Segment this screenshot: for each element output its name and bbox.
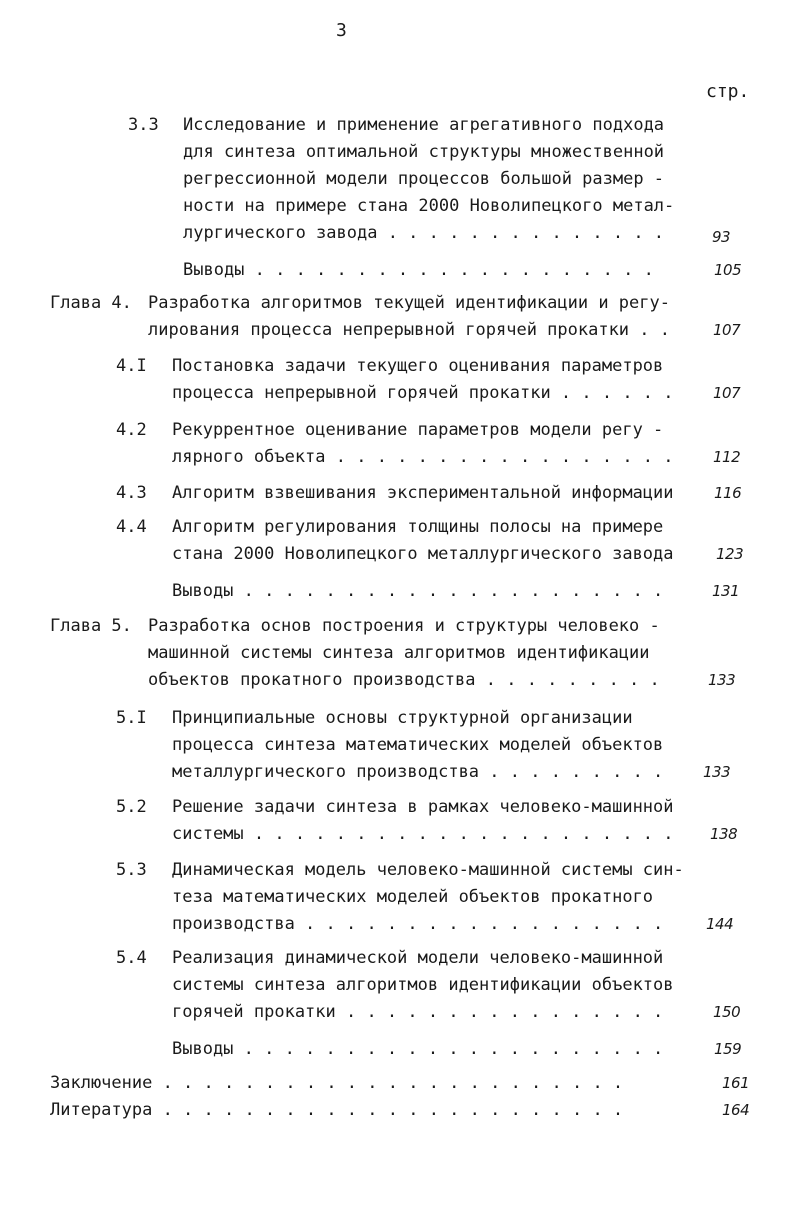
section-title-line: регрессионной модели процессов большой размер - — [183, 169, 665, 189]
section-title-line: Принципиальные основы структурной организации — [172, 708, 633, 728]
section-title-line: для синтеза оптимальной структуры множественной — [183, 142, 665, 162]
toc-entry-3-3 — [0, 112, 795, 252]
section-title-line: Решение задачи синтеза в рамках человеко-машинной — [172, 797, 674, 817]
page-ref: 105 — [714, 261, 742, 279]
section-title-line: теза математических моделей объектов прокатного — [172, 887, 654, 907]
section-title-line: Алгоритм регулирования толщины полосы на примере — [172, 517, 664, 537]
section-title-line: лярного объекта . . . . . . . . . . . . . . . . . — [172, 447, 674, 467]
section-number: 4.4 — [116, 517, 147, 537]
page-ref: 144 — [706, 915, 734, 933]
section-title-line: Заключение . . . . . . . . . . . . . . . . . . . . . . . — [50, 1073, 624, 1093]
section-number: 4.3 — [116, 483, 147, 503]
toc-entry-chapter-5 — [0, 613, 795, 697]
toc-entry-4-3 — [0, 480, 795, 507]
section-title-line: производства . . . . . . . . . . . . . . . . . . — [172, 914, 664, 934]
section-title-line: процесса непрерывной горячей прокатки . . . . . . — [172, 383, 674, 403]
toc-entry-4-4 — [0, 514, 795, 570]
section-number: 5.4 — [116, 948, 147, 968]
toc-entry-references — [0, 1097, 795, 1124]
page-ref: 123 — [716, 545, 744, 563]
page-number: 3 — [336, 20, 347, 41]
page-ref: 112 — [713, 448, 741, 466]
toc-entry-conclusions-5 — [0, 1036, 795, 1063]
section-title-line: системы . . . . . . . . . . . . . . . . . . . . . — [172, 824, 674, 844]
page-ref: 93 — [712, 228, 731, 246]
page-ref: 159 — [714, 1040, 742, 1058]
section-title-line: Алгоритм взвешивания экспериментальной информации — [172, 483, 674, 503]
section-number: 4.I — [116, 356, 147, 376]
page-ref: 164 — [722, 1101, 750, 1119]
section-title-line: горячей прокатки . . . . . . . . . . . . . . . . — [172, 1002, 664, 1022]
toc-entry-final-conclusion — [0, 1070, 795, 1097]
chapter-number: Глава 4. — [50, 293, 132, 313]
page-column-label: стр. — [706, 81, 750, 102]
toc-entry-4-2 — [0, 417, 795, 473]
toc-entry-conclusions-3 — [0, 257, 795, 284]
section-title-line: стана 2000 Новолипецкого металлургического завода — [172, 544, 674, 564]
toc-entry-5-1 — [0, 705, 795, 789]
section-number: 5.I — [116, 708, 147, 728]
page-ref: 133 — [703, 763, 731, 781]
page-ref: 107 — [713, 384, 741, 402]
section-title-line: Реализация динамической модели человеко-машинной — [172, 948, 664, 968]
section-title-line: Исследование и применение агрегативного подхода — [183, 115, 665, 135]
section-title-line: Литература . . . . . . . . . . . . . . . . . . . . . . . — [50, 1100, 624, 1120]
section-title-line: ности на примере стана 2000 Новолипецкого метал- — [183, 196, 675, 216]
section-title-line: лирования процесса непрерывной горячей прокатки . . — [148, 320, 670, 340]
page-ref: 131 — [712, 582, 740, 600]
page-ref: 107 — [713, 321, 741, 339]
section-number: 5.3 — [116, 860, 147, 880]
toc-entry-conclusions-4 — [0, 578, 795, 605]
section-title-line: процесса синтеза математических моделей объектов — [172, 735, 664, 755]
toc-entry-5-4 — [0, 945, 795, 1029]
page-ref: 133 — [708, 671, 736, 689]
section-title-line: Рекуррентное оценивание параметров модели регу - — [172, 420, 664, 440]
section-title-line: Выводы . . . . . . . . . . . . . . . . . . . . . — [172, 1039, 664, 1059]
page-ref: 161 — [722, 1074, 750, 1092]
page-ref: 150 — [713, 1003, 741, 1021]
section-number: 5.2 — [116, 797, 147, 817]
section-title-line: Динамическая модель человеко-машинной системы син- — [172, 860, 684, 880]
page-ref: 116 — [714, 484, 742, 502]
section-title-line: металлургического производства . . . . . . . . . — [172, 762, 664, 782]
chapter-number: Глава 5. — [50, 616, 132, 636]
section-title-line: Постановка задачи текущего оценивания параметров — [172, 356, 664, 376]
section-title-line: Выводы . . . . . . . . . . . . . . . . . . . . . — [172, 581, 664, 601]
section-number: 3.3 — [128, 115, 159, 135]
section-title-line: лургического завода . . . . . . . . . . . . . . — [183, 223, 665, 243]
section-title-line: Выводы . . . . . . . . . . . . . . . . . . . . — [183, 260, 654, 280]
toc-entry-5-2 — [0, 794, 795, 850]
toc-entry-5-3 — [0, 857, 795, 941]
page-ref: 138 — [710, 825, 738, 843]
section-title-line: системы синтеза алгоритмов идентификации объектов — [172, 975, 674, 995]
section-title-line: Разработка основ построения и структуры человеко - — [148, 616, 660, 636]
toc-entry-chapter-4 — [0, 290, 795, 346]
section-number: 4.2 — [116, 420, 147, 440]
section-title-line: объектов прокатного производства . . . . . . . . . — [148, 670, 660, 690]
section-title-line: машинной системы синтеза алгоритмов идентификации — [148, 643, 650, 663]
toc-entry-4-1 — [0, 353, 795, 409]
section-title-line: Разработка алгоритмов текущей идентификации и регу- — [148, 293, 670, 313]
